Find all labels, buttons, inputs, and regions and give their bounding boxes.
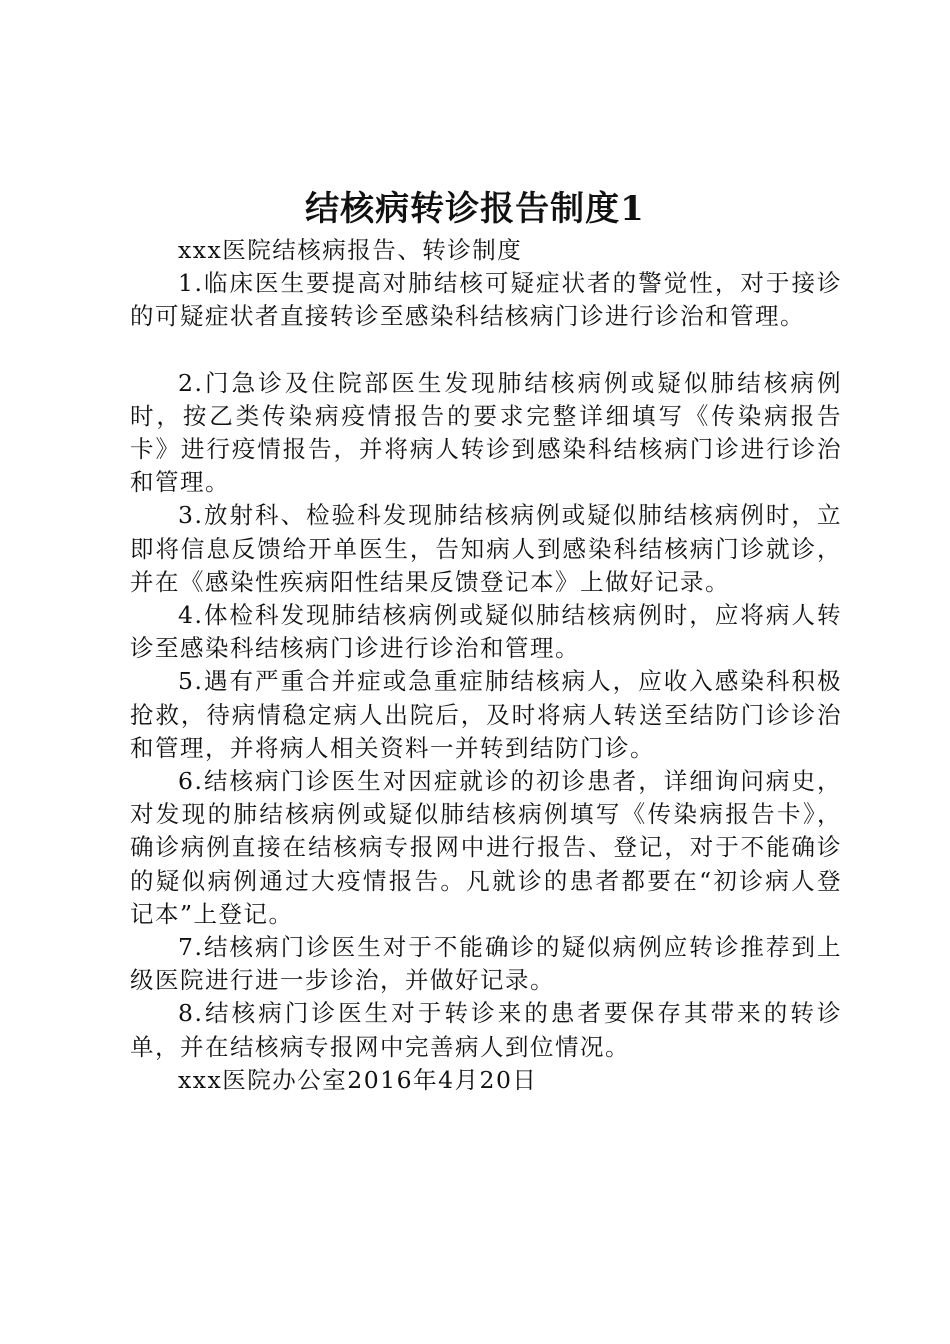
paragraph-7: 7.结核病门诊医生对于不能确诊的疑似病例应转诊推荐到上级医院进行进一步诊治，并做好记录。 — [130, 933, 842, 995]
paragraph-gap — [130, 334, 842, 367]
paragraph-4: 4.体检科发现肺结核病例或疑似肺结核病例时，应将病人转诊至感染科结核病门诊进行诊治和管理。 — [130, 601, 842, 663]
signature-line: xxx医院办公室2016年4月20日 — [178, 1065, 538, 1094]
paragraph-5: 5.遇有严重合并症或急重症肺结核病人，应收入感染科积极抢救，待病情稳定病人出院后，及时将病人转送至结防门诊诊治和管理，并将病人相关资料一并转到结防门诊。 — [130, 667, 842, 762]
document-title: 结核病转诊报告制度1 — [305, 189, 645, 229]
paragraph-6: 6.结核病门诊医生对因症就诊的初诊患者，详细询问病史，对发现的肺结核病例或疑似肺结核病例填写《传染病报告卡》，确诊病例直接在结核病专报网中进行报告、登记，对于不能确诊的疑似病例通过大疫情报告。凡就诊的患者都要在“初诊病人登记本”上登记。 — [130, 767, 842, 928]
paragraph-2: 2.门急诊及住院部医生发现肺结核病例或疑似肺结核病例时，按乙类传染病疫情报告的要求完整详细填写《传染病报告卡》进行疫情报告，并将病人转诊到感染科结核病门诊进行诊治和管理。 — [130, 368, 842, 497]
document-body — [130, 234, 842, 1097]
paragraph-3: 3.放射科、检验科发现肺结核病例或疑似肺结核病例时，立即将信息反馈给开单医生，告知病人到感染科结核病门诊就诊，并在《感染性疾病阳性结果反馈登记本》上做好记录。 — [130, 501, 842, 596]
paragraph-1: 1.临床医生要提高对肺结核可疑症状者的警觉性，对于接诊的可疑症状者直接转诊至感染科结核病门诊进行诊治和管理。 — [130, 269, 842, 331]
paragraph-8: 8.结核病门诊医生对于转诊来的患者要保存其带来的转诊单，并在结核病专报网中完善病人到位情况。 — [130, 999, 842, 1061]
document-subtitle: xxx医院结核病报告、转诊制度 — [178, 236, 523, 264]
